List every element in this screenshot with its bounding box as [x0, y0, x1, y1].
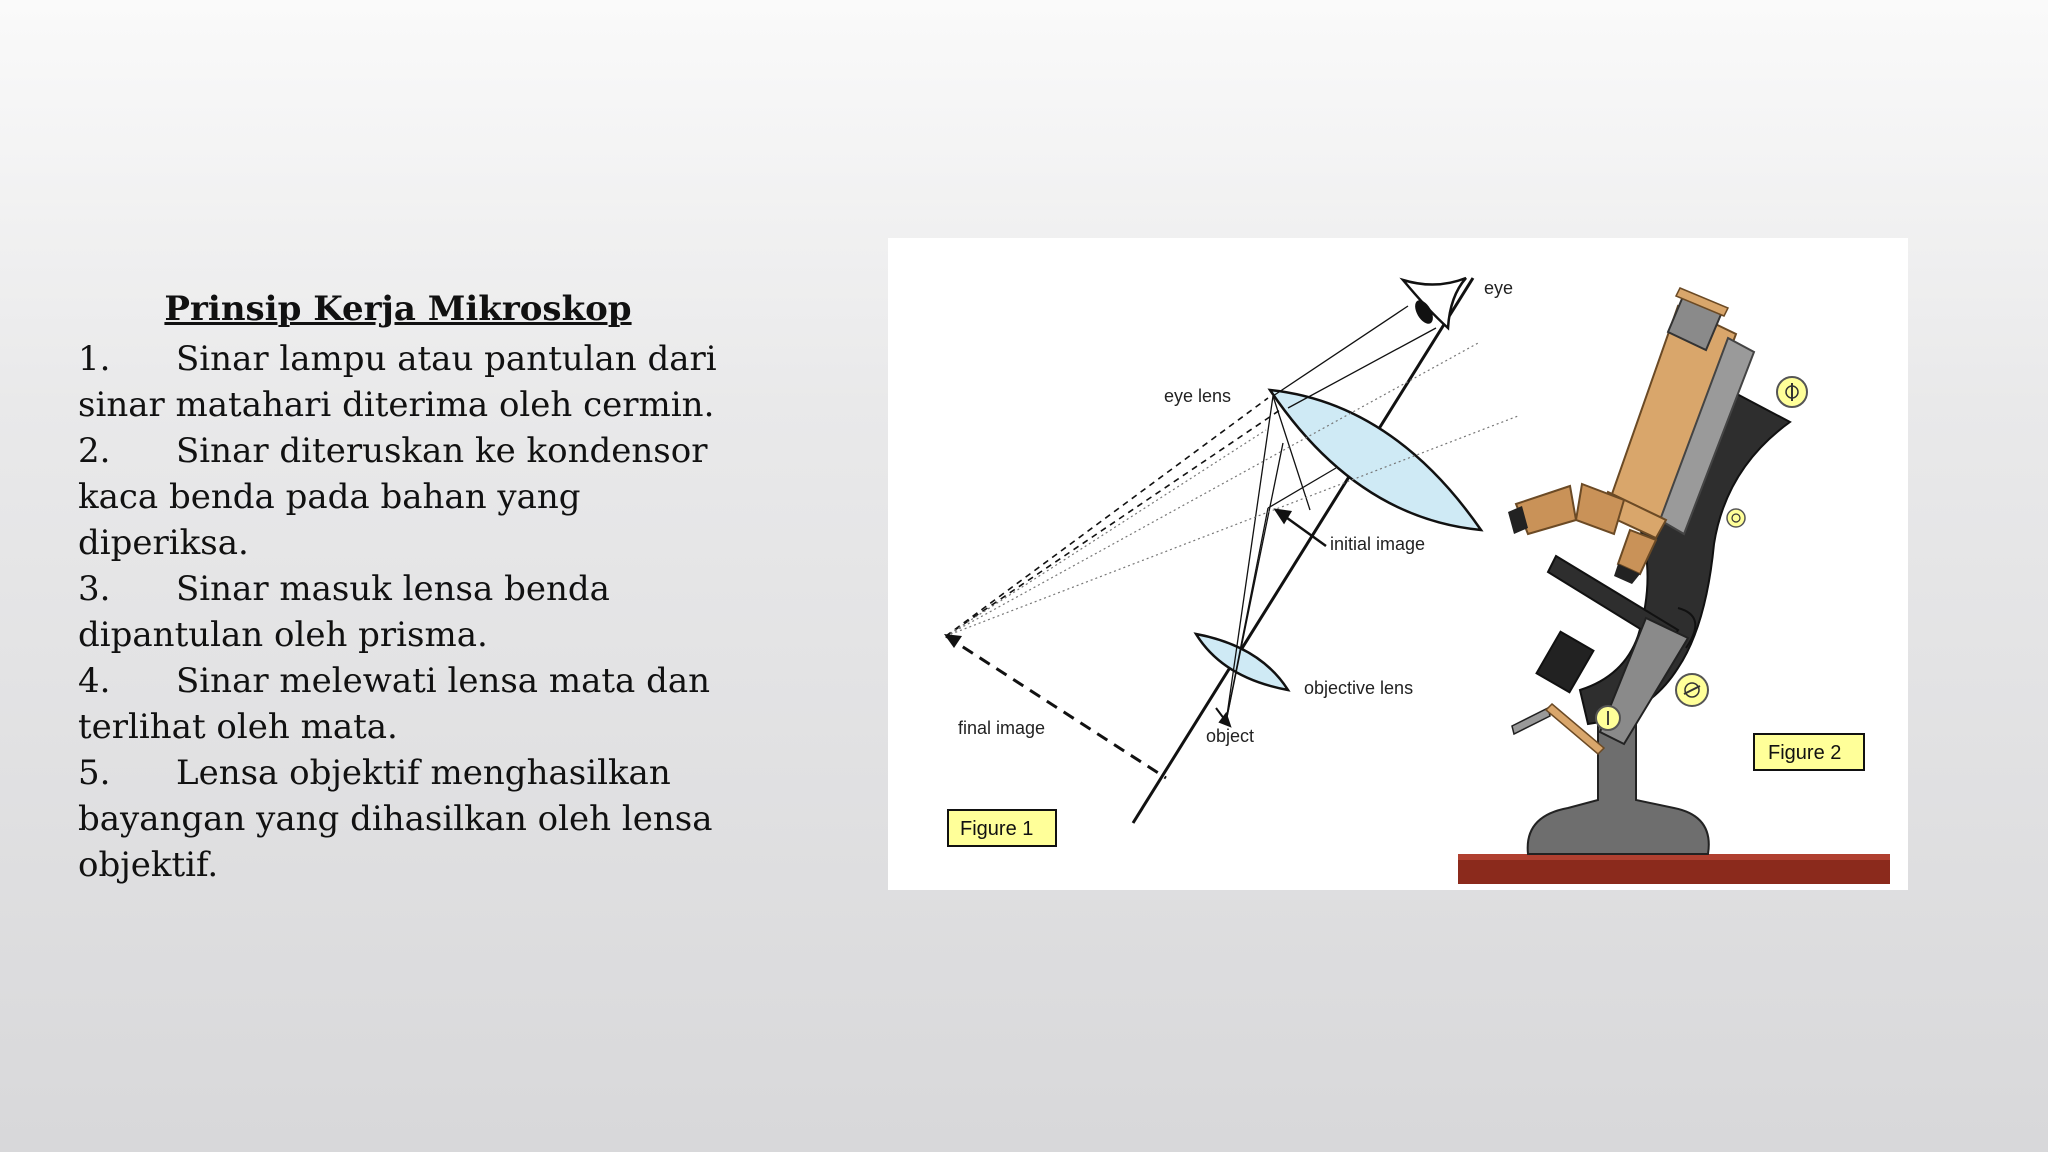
mirror [1512, 708, 1550, 734]
page-title: Prinsip Kerja Mikroskop [164, 289, 632, 329]
list-item [78, 750, 758, 796]
virtual-rays [946, 398, 1280, 636]
label-initial-image: initial image [1330, 534, 1426, 554]
ray-diagram [944, 278, 1518, 846]
item-text: Sinar masuk lensa benda [176, 569, 610, 609]
figure1-caption [948, 810, 1056, 846]
figure1-caption-text: Figure 1 [960, 818, 1034, 840]
item-text: Sinar melewati lensa mata dan [176, 661, 711, 701]
item-text: Lensa objektif menghasilkan [176, 753, 671, 793]
item-text: Sinar diteruskan ke kondensor [176, 431, 708, 471]
coarse-focus-knob [1777, 377, 1807, 407]
final-image-arrow [944, 634, 1166, 778]
list-item [78, 566, 758, 612]
label-final-image: final image [958, 718, 1046, 738]
stage-clip [1537, 632, 1594, 693]
list-item [78, 336, 758, 382]
list-item [78, 428, 758, 474]
stage-knob [1676, 674, 1708, 706]
item-number: 2. [78, 431, 111, 471]
list-item-continuation: kaca benda pada bahan yang diperiksa. [78, 477, 581, 563]
list-item-continuation: dipantulan oleh prisma. [78, 615, 488, 655]
condenser-knob [1596, 706, 1620, 730]
eye-lens [1270, 390, 1481, 530]
microscope-figure-panel [888, 238, 1908, 890]
list-item-continuation: objektif. [78, 845, 219, 885]
microscope-illustration [1458, 288, 1890, 884]
figure2-caption [1754, 734, 1864, 770]
microscope-diagram [888, 238, 1908, 890]
item-text: Sinar lampu atau pantulan dari [176, 339, 717, 379]
label-object: object [1206, 726, 1255, 746]
label-objective-lens: objective lens [1304, 678, 1414, 698]
list-item-continuation: sinar matahari diterima oleh cermin. [78, 385, 715, 425]
item-number: 4. [78, 661, 111, 701]
item-number: 1. [78, 339, 111, 379]
list-item [78, 658, 758, 704]
item-number: 5. [78, 753, 111, 793]
list-item-continuation: terlihat oleh mata. [78, 707, 398, 747]
list-item-continuation: bayangan yang dihasilkan oleh lensa [78, 799, 713, 839]
item-number: 3. [78, 569, 111, 609]
slide-text [78, 286, 758, 888]
figure2-caption-text: Figure 2 [1768, 742, 1842, 764]
fine-focus-knob [1727, 509, 1745, 527]
label-eye: eye [1484, 278, 1514, 298]
label-eye-lens: eye lens [1164, 386, 1232, 406]
